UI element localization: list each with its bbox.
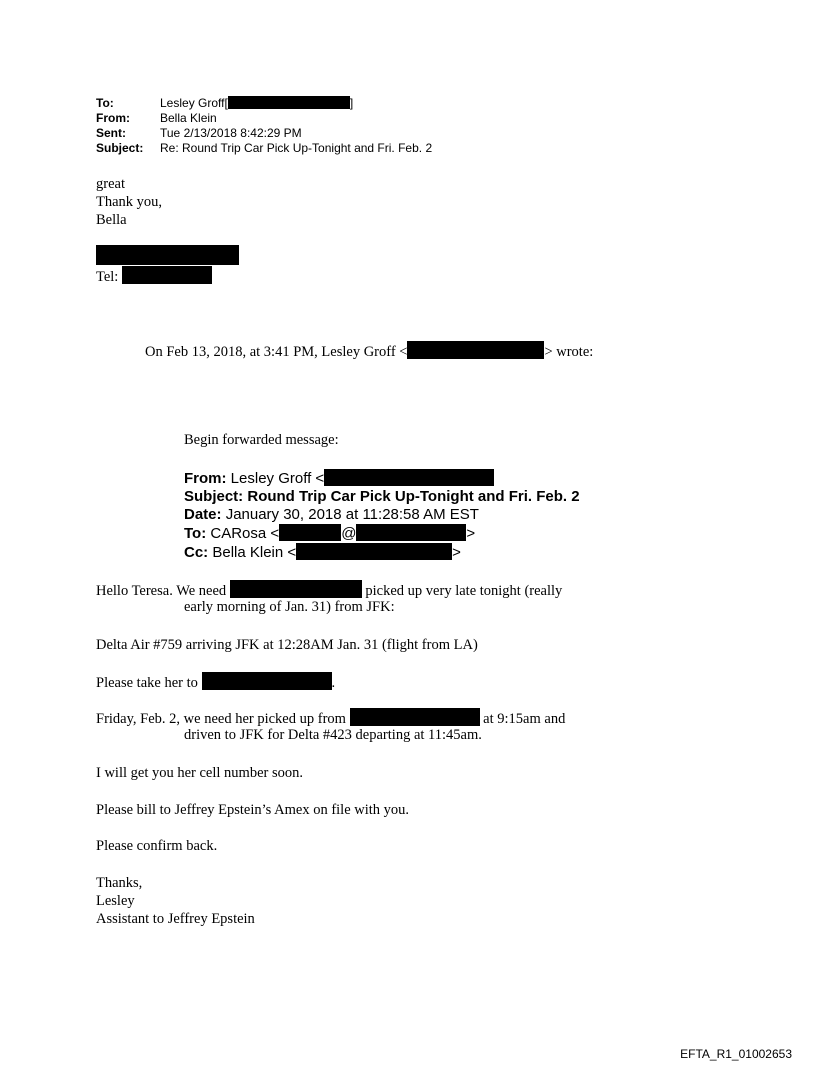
redaction-box — [96, 245, 239, 265]
redaction-box — [228, 96, 350, 109]
fwd-from-row: From: Lesley Groff < — [184, 469, 580, 488]
header-to-row — [96, 96, 432, 111]
body-paragraph-6: Please bill to Jeffrey Epstein’s Amex on file with you. — [96, 802, 410, 818]
fwd-cc-label: Cc: — [184, 544, 209, 561]
fwd-subject-label: Subject: — [184, 488, 244, 505]
fwd-subject-row — [184, 488, 580, 506]
reply-body — [96, 175, 162, 229]
body-paragraph-1-cont: early morning of Jan. 31) from JFK: — [184, 599, 395, 615]
fwd-date-value: January 30, 2018 at 11:28:58 AM EST — [225, 506, 479, 523]
header-from-row — [96, 111, 432, 126]
body-paragraph-7: Please confirm back. — [96, 838, 218, 854]
body-paragraph-4: Friday, Feb. 2, we need her picked up from at 9:15am and — [96, 708, 565, 728]
forward-intro: Begin forwarded message: — [184, 432, 339, 448]
redaction-box — [279, 524, 341, 541]
body-paragraph-4-cont: driven to JFK for Delta #423 departing at 11:45am. — [184, 727, 482, 743]
body-paragraph-3: Please take her to . — [96, 672, 335, 692]
from-value: Bella Klein — [160, 111, 217, 125]
tel-label: Tel: — [96, 269, 119, 285]
redaction-box — [202, 672, 332, 690]
fwd-subject-value: Round Trip Car Pick Up-Tonight and Fri. Feb. 2 — [247, 488, 580, 505]
signature-line: Lesley — [96, 893, 135, 909]
tel-line — [96, 266, 212, 286]
subject-label: Subject: — [96, 141, 144, 155]
header-sent-row — [96, 126, 432, 141]
subject-value: Re: Round Trip Car Pick Up-Tonight and Fri. Feb. 2 — [160, 141, 433, 155]
fwd-date-label: Date: — [184, 506, 222, 523]
reply-line: Thank you, — [96, 194, 163, 210]
fwd-date-row — [184, 506, 580, 524]
signature — [96, 874, 255, 928]
fwd-to-row: To: CARosa < @ > — [184, 525, 476, 542]
email-header — [96, 96, 432, 156]
to-label: To: — [96, 96, 114, 110]
sent-value: Tue 2/13/2018 8:42:29 PM — [160, 126, 302, 140]
redaction-box — [324, 469, 494, 486]
forwarded-headers — [184, 469, 580, 562]
body-paragraph-2: Delta Air #759 arriving JFK at 12:28AM Jan. 31 (flight from LA) — [96, 637, 478, 653]
redaction-box — [407, 341, 544, 359]
header-subject-row — [96, 141, 432, 156]
redaction-box — [122, 266, 212, 284]
redaction-box — [296, 543, 452, 560]
to-value: Lesley Groff[ ] — [160, 96, 354, 110]
reply-line: Bella — [96, 212, 127, 228]
sent-label: Sent: — [96, 126, 126, 140]
bates-number: EFTA_R1_01002653 — [680, 1047, 792, 1061]
fwd-cc-row: Cc: Bella Klein < > — [184, 544, 461, 561]
redaction-box — [356, 524, 466, 541]
reply-line: great — [96, 176, 125, 192]
from-label: From: — [96, 111, 130, 125]
redaction-box — [230, 580, 362, 598]
signature-line: Assistant to Jeffrey Epstein — [96, 911, 255, 927]
redaction-box — [350, 708, 480, 726]
body-paragraph-1: Hello Teresa. We need picked up very late tonight (really — [96, 580, 562, 600]
signature-line: Thanks, — [96, 875, 143, 891]
body-paragraph-5: I will get you her cell number soon. — [96, 765, 303, 781]
fwd-from-label: From: — [184, 470, 227, 487]
fwd-to-label: To: — [184, 525, 207, 542]
quote-intro: On Feb 13, 2018, at 3:41 PM, Lesley Groff < > wrote: — [145, 341, 593, 361]
